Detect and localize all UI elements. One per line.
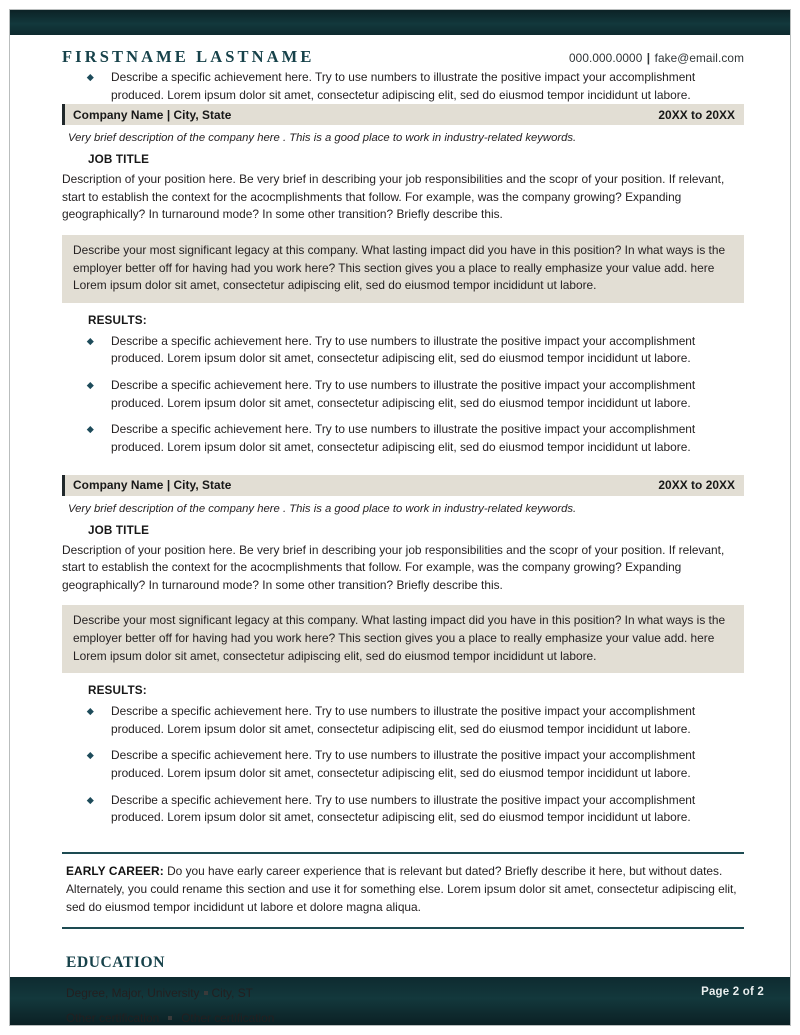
company-name: Company Name | City, State — [73, 478, 232, 493]
company-header-bar — [62, 475, 744, 496]
results-bullet-list — [62, 703, 744, 827]
diamond-bullet-icon — [87, 426, 93, 432]
employment-dates: 20XX to 20XX — [658, 107, 735, 122]
employment-dates: 20XX to 20XX — [658, 478, 735, 493]
bullet-text: Describe a specific achievement here. Try to use numbers to illustrate the positive impact your accomplishment produced. Lorem ipsum dolor sit amet, consectetur adipiscing elit, sed do eiusmod tempor incididunt ut labore. — [111, 422, 696, 454]
square-bullet-icon — [204, 991, 208, 995]
education-certification-line — [66, 1011, 744, 1025]
bullet-text: Describe a specific achievement here. Try to use numbers to illustrate the positive impact your accomplishment produced. Lorem ipsum dolor sit amet, consectetur adipiscing elit, sed do eiusmod tempor incididunt ut labore. — [111, 704, 696, 736]
list-item — [62, 69, 744, 104]
diamond-bullet-icon — [87, 74, 93, 80]
list-item — [62, 747, 744, 782]
results-bullet-list — [62, 333, 744, 457]
degree-location: City, ST — [211, 986, 253, 1001]
bullet-text: Describe a specific achievement here. Try to use numbers to illustrate the positive impact your accomplishment produced. Lorem ipsum dolor sit amet, consectetur adipiscing elit, sed do eiusmod tempor incididunt ut labore. — [111, 792, 696, 825]
diamond-bullet-icon — [87, 797, 93, 803]
page-number: Page 2 of 2 — [701, 986, 764, 998]
certification-text-2: Other certification — [181, 1011, 275, 1026]
early-career-section — [62, 852, 744, 930]
list-item — [62, 333, 744, 368]
job-description: Description of your position here. Be very brief in describing your job responsibilities and the scopr of your position. If relevant, start to establish the context for the acocmplishments that follow. For example, was the company growing? Expanding geographically? In turnaround mode? In some other transition? Briefly describe this. — [62, 542, 725, 592]
list-item — [62, 792, 744, 827]
company-description: Very brief description of the company here . This is a good place to work in industry-related keywords. — [68, 132, 577, 145]
square-bullet-icon — [168, 1016, 172, 1020]
page-title: FIRSTNAME LASTNAME — [62, 47, 315, 66]
contact-info — [569, 51, 744, 65]
list-item — [62, 377, 744, 412]
contact-separator: | — [646, 51, 651, 65]
masthead — [62, 35, 744, 69]
phone-number: 000.000.0000 — [569, 51, 643, 65]
legacy-highlight-block: Describe your most significant legacy at this company. What lasting impact did you have in this position? In what ways is the employer better off for having had you work here? This section gives you a place to really emphasize your value add. here Lorem ipsum dolor sit amet, consectetur adipiscing elit, sed do eiusmod tempor incididunt ut labore. — [62, 235, 744, 303]
education-degree-line — [66, 986, 744, 1000]
early-career-text: Do you have early career experience that is relevant but dated? Briefly describe it here, but without dates. Alternately, you could rename this section and use it for something else. Lorem ipsum dolor sit amet, consectetur adipiscing elit, sed do eiusmod tempor incididunt ut labore et dolore magna aliqua. — [66, 863, 737, 914]
job-title: JOB TITLE — [88, 523, 150, 537]
list-item — [62, 421, 744, 456]
company-description: Very brief description of the company here . This is a good place to work in industry-related keywords. — [68, 502, 577, 515]
experience-entry-2 — [62, 475, 744, 827]
bullet-text: Describe a specific achievement here. Try to use numbers to illustrate the positive impact your accomplishment produced. Lorem ipsum dolor sit amet, consectetur adipiscing elit, sed do eiusmod tempor incididunt ut labore. — [111, 748, 696, 781]
experience-entry-1 — [62, 104, 744, 456]
header-bar — [10, 10, 790, 35]
education-heading: EDUCATION — [66, 954, 165, 972]
company-header-bar — [62, 104, 744, 125]
education-section — [62, 954, 744, 1025]
job-description: Description of your position here. Be very brief in describing your job responsibilities and the scopr of your position. If relevant, start to establish the context for the acocmplishments that follow. For example, was the company growing? Expanding geographically? In turnaround mode? In some other transition? Briefly describe this. — [62, 172, 725, 222]
email-address: fake@email.com — [654, 51, 744, 65]
degree-text: Degree, Major, University — [66, 986, 200, 1001]
diamond-bullet-icon — [87, 338, 93, 344]
bullet-text: Describe a specific achievement here. Try to use numbers to illustrate the positive impact your accomplishment produced. Lorem ipsum dolor sit amet, consectetur adipiscing elit, sed do eiusmod tempor incididunt ut labore. — [111, 70, 696, 102]
legacy-highlight-block: Describe your most significant legacy at this company. What lasting impact did you have in this position? In what ways is the employer better off for having had you work here? This section gives you a place to really emphasize your value add. here Lorem ipsum dolor sit amet, consectetur adipiscing elit, sed do eiusmod tempor incididunt ut labore. — [62, 605, 744, 673]
early-career-label: EARLY CAREER: — [66, 863, 164, 878]
diamond-bullet-icon — [87, 752, 93, 758]
diamond-bullet-icon — [87, 382, 93, 388]
bullet-text: Describe a specific achievement here. Try to use numbers to illustrate the positive impact your accomplishment produced. Lorem ipsum dolor sit amet, consectetur adipiscing elit, sed do eiusmod tempor incididunt ut labore. — [111, 378, 696, 410]
job-title: JOB TITLE — [88, 153, 150, 167]
results-label: RESULTS: — [88, 684, 147, 698]
early-career-paragraph — [66, 863, 744, 917]
results-label: RESULTS: — [88, 313, 147, 327]
bullet-text: Describe a specific achievement here. Try to use numbers to illustrate the positive impact your accomplishment produced. Lorem ipsum dolor sit amet, consectetur adipiscing elit, sed do eiusmod tempor incididunt ut labore. — [111, 333, 696, 366]
diamond-bullet-icon — [87, 708, 93, 714]
list-item — [62, 703, 744, 738]
continued-bullet-list — [62, 69, 744, 104]
certification-text-1: Other certification — [66, 1011, 160, 1026]
company-name: Company Name | City, State — [73, 107, 232, 122]
